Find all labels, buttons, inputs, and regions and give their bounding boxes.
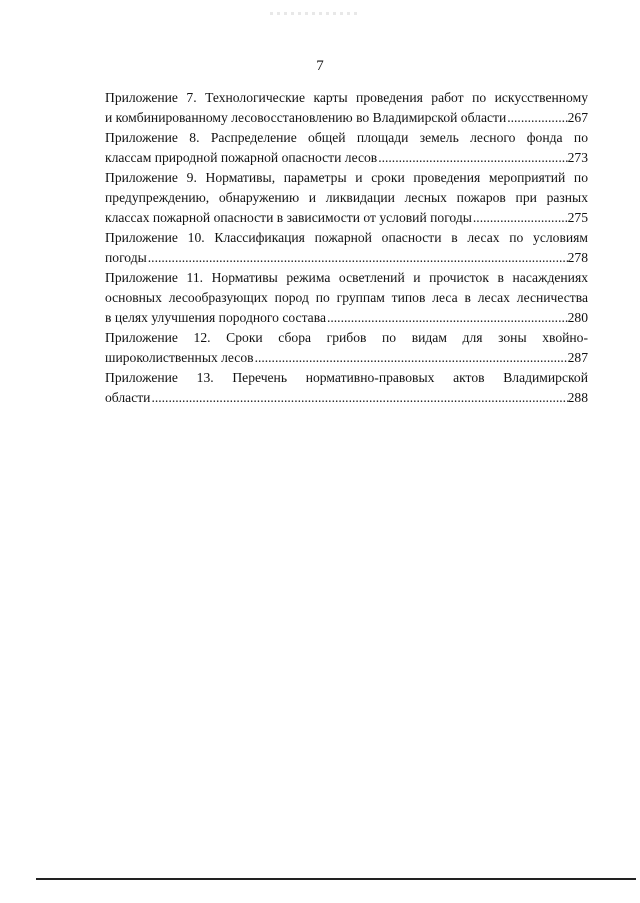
toc-entry-appendix-7[interactable] <box>105 88 588 128</box>
dot-leader <box>472 208 568 228</box>
toc-page-number: 267 <box>567 110 588 125</box>
toc-entry-line: основных лесообразующих пород по группам типов леса в лесах лесничества <box>105 290 588 305</box>
toc-entry-appendix-10[interactable] <box>105 228 588 268</box>
toc-entry-line: Приложение 13. Перечень нормативно-правовых актов Владимирской <box>105 370 588 385</box>
toc-entry-final-line <box>105 208 588 228</box>
toc-entry-appendix-11[interactable] <box>105 268 588 328</box>
toc-entry-appendix-9[interactable] <box>105 168 588 228</box>
toc-entry-appendix-13[interactable] <box>105 368 588 408</box>
toc-entry-line: Приложение 7. Технологические карты проведения работ по искусственному <box>105 90 588 105</box>
toc-entry-final-line <box>105 248 588 268</box>
toc-entry-appendix-12[interactable] <box>105 328 588 368</box>
toc-entry-line: в целях улучшения породного состава <box>105 310 326 325</box>
toc-entry-line: классах пожарной опасности в зависимости от условий погоды <box>105 210 472 225</box>
toc-entry-line: и комбинированному лесовосстановлению во Владимирской области <box>105 110 507 125</box>
dot-leader <box>326 308 568 328</box>
toc-entry-line: Приложение 10. Классификация пожарной опасности в лесах по условиям <box>105 230 588 245</box>
toc-entry-final-line <box>105 108 588 128</box>
toc-page-number: 288 <box>567 390 588 405</box>
toc-page-number: 280 <box>567 310 588 325</box>
table-of-contents <box>105 88 588 408</box>
dot-leader <box>377 148 567 168</box>
dot-leader <box>147 248 568 268</box>
page-number: 7 <box>316 58 324 74</box>
toc-entry-line: классам природной пожарной опасности лесов <box>105 150 378 165</box>
dot-leader <box>254 348 568 368</box>
toc-entry-line: широколиственных лесов <box>105 350 254 365</box>
dot-leader <box>506 108 567 128</box>
toc-entry-final-line <box>105 308 588 328</box>
toc-page-number: 273 <box>567 150 588 165</box>
toc-page-number: 287 <box>567 350 588 365</box>
toc-entry-line: Приложение 8. Распределение общей площади земель лесного фонда по <box>105 130 588 145</box>
toc-entry-line: Приложение 9. Нормативы, параметры и сроки проведения мероприятий по <box>105 170 588 185</box>
toc-entry-final-line <box>105 348 588 368</box>
toc-entry-final-line <box>105 148 588 168</box>
toc-page-number: 278 <box>567 250 588 265</box>
toc-entry-appendix-8[interactable] <box>105 128 588 168</box>
toc-entry-line: Приложение 11. Нормативы режима осветлений и прочисток в насаждениях <box>105 270 588 285</box>
toc-page-number: 275 <box>567 210 588 225</box>
bottom-divider <box>36 878 636 880</box>
toc-entry-line: предупреждению, обнаружению и ликвидации лесных пожаров при разных <box>105 190 588 205</box>
dot-leader <box>150 388 567 408</box>
toc-entry-line: Приложение 12. Сроки сбора грибов по видам для зоны хвойно- <box>105 330 588 345</box>
toc-entry-line: погоды <box>105 250 147 265</box>
toc-entry-line: области <box>105 390 151 405</box>
toc-entry-final-line <box>105 388 588 408</box>
scan-artifact <box>270 12 360 15</box>
